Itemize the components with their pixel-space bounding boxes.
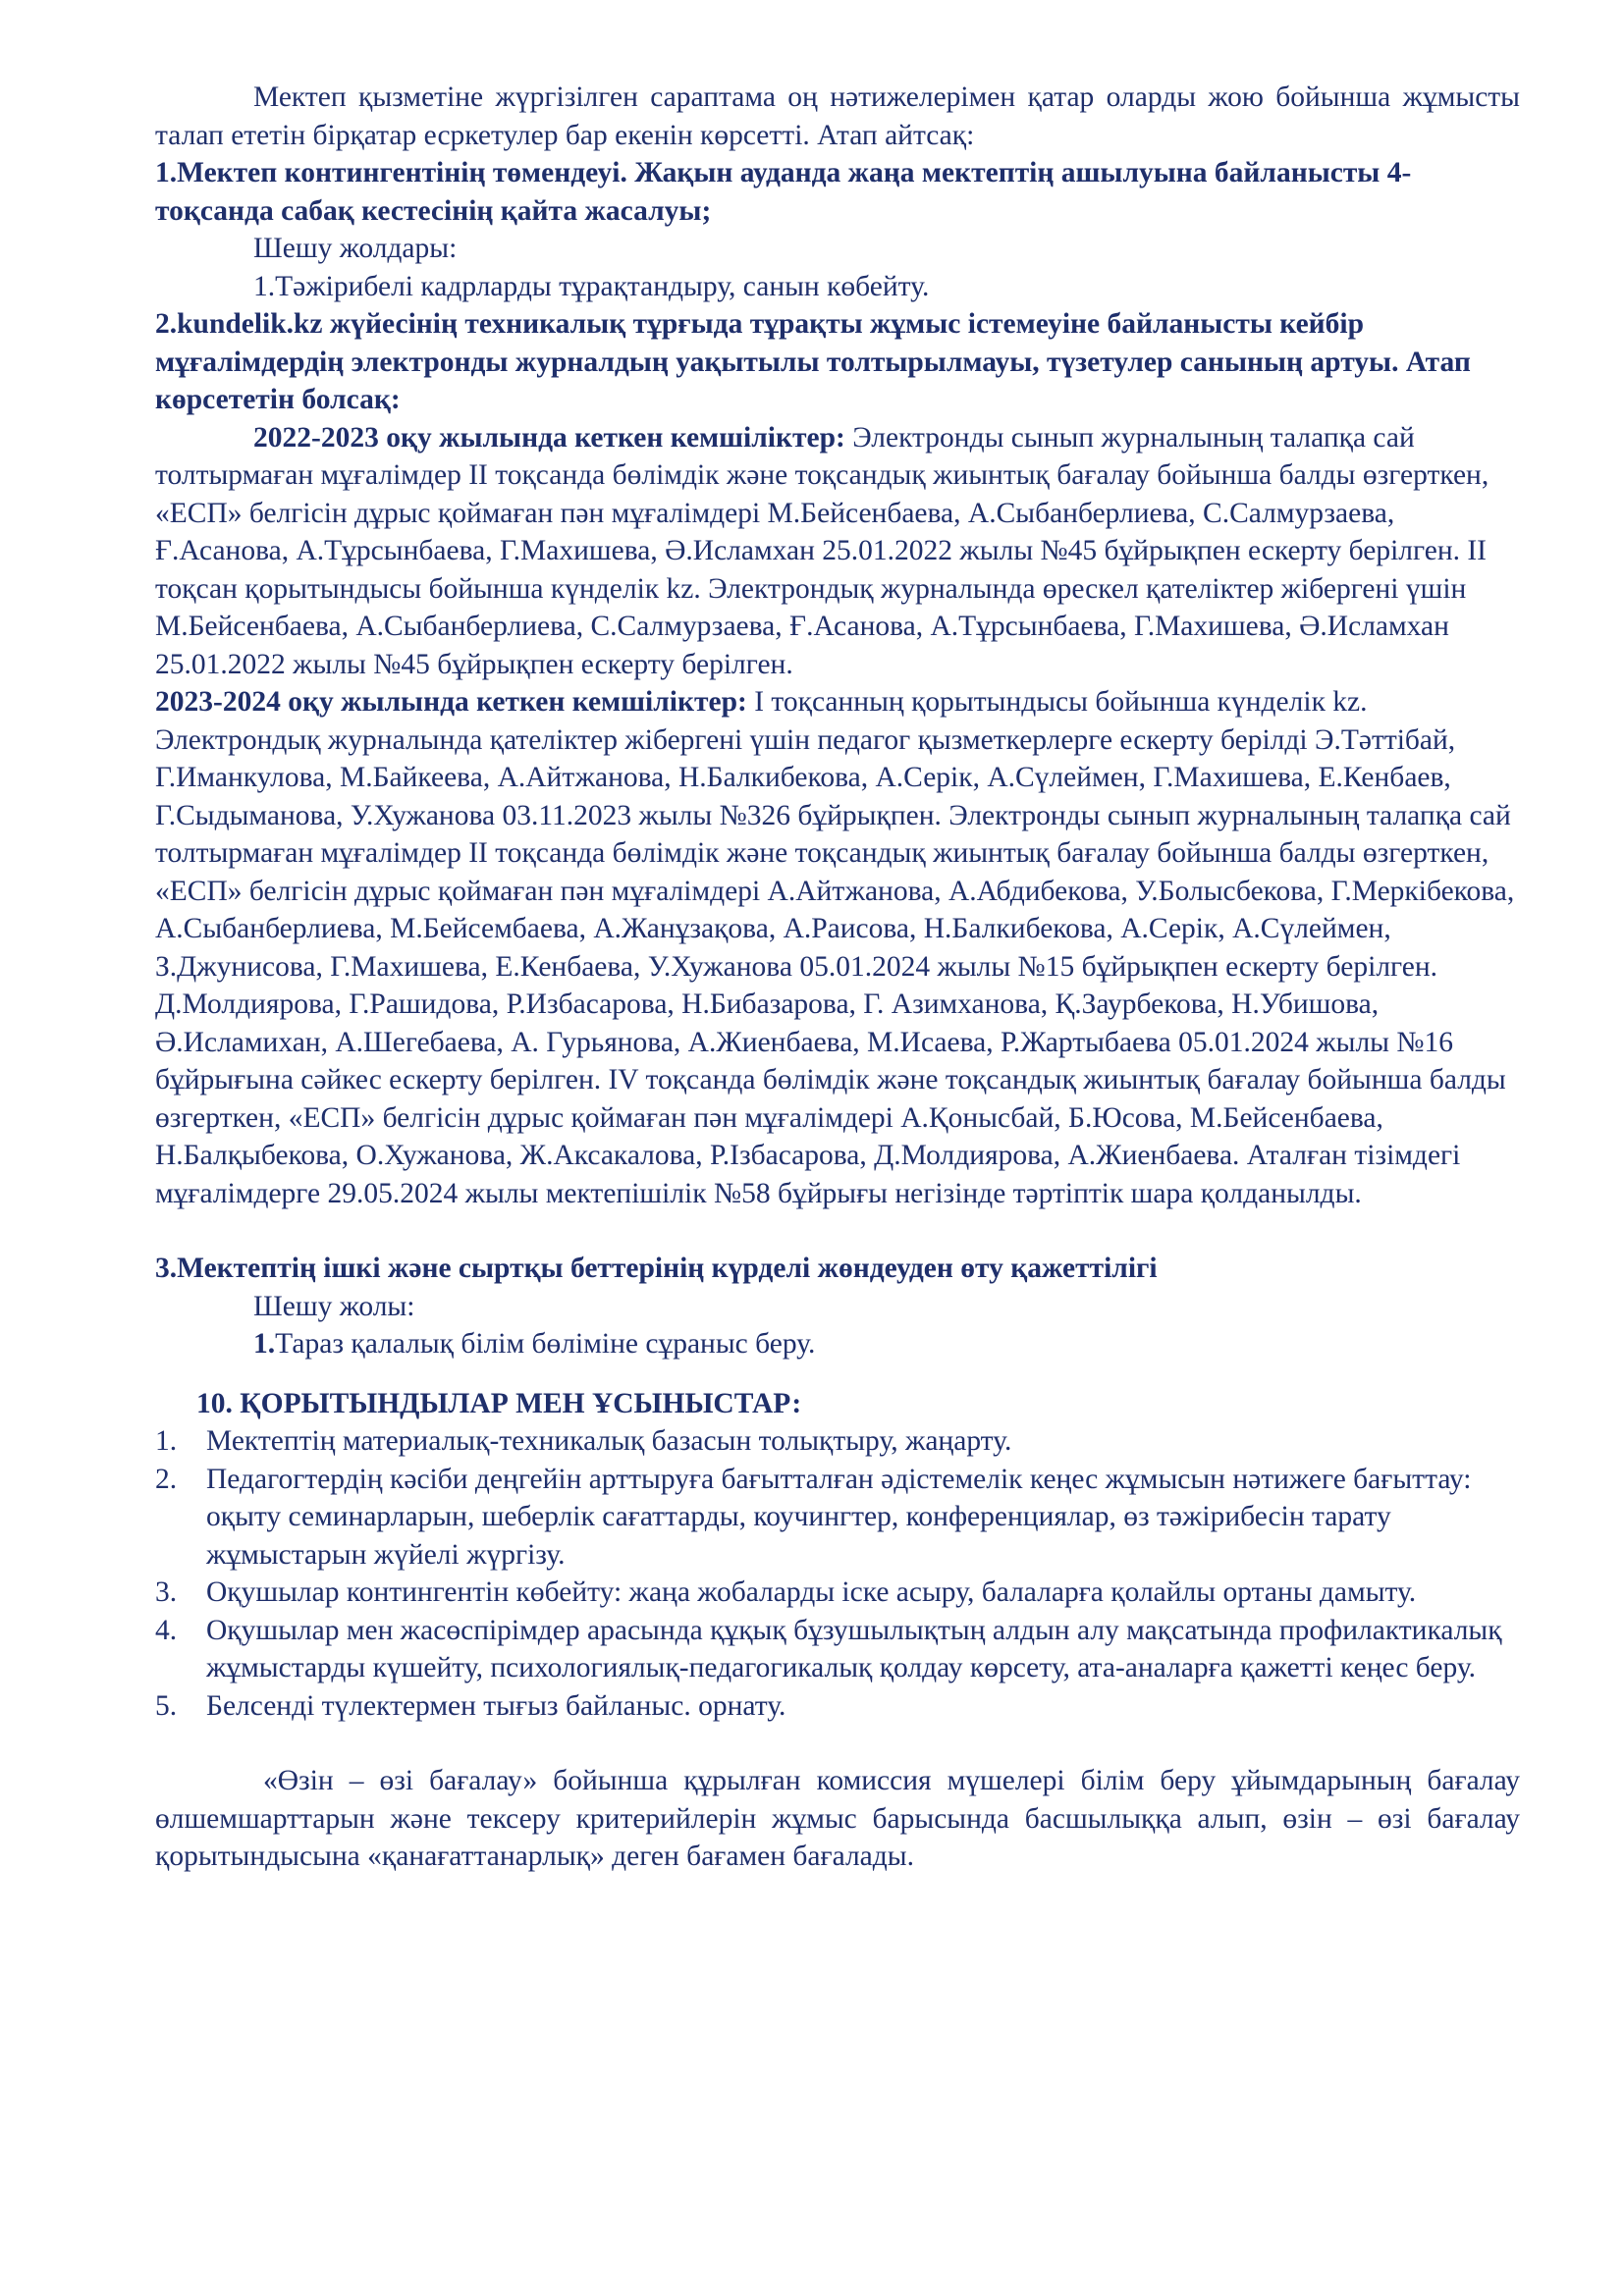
list-item-text: Педагогтердің кәсіби деңгейін арттыруға бағытталған әдістемелік кеңес жұмысын нәтижеге бағыттау: оқыту семинарларын, шеберлік сағаттарды, коучингтер, конференциялар, өз тәжірибесін тарату жұмыстарын жүйелі жүргізу. <box>206 1463 1472 1571</box>
issue-3-solutions-label: Шешу жолы: <box>253 1290 415 1322</box>
spacer <box>155 1212 1520 1250</box>
spacer <box>155 1725 1520 1762</box>
year-2023-text: І тоқсанның қорытындысы бойынша күнделік kz. Электрондық журналында қателіктер жібергені үшін педагог қызметкерлерге ескерту берілді Э.Тәттібай, Г.Иманкулова, М.Байкеева, А.Айтжанова, Н.Балкибекова, А.Серік, А.Сүлеймен, Г.Махишева, Е.Кенбаев, Г.Сыдыманова, У.Хужанова 03.11.2023 жылы №326 бұйрықпен. Электронды сынып журналының талапқа сай толтырмаған мұғалімдер ІІ тоқсанда бөлімдік және тоқсандық жиынтық бағалау бойынша балды өзгерткен, «ЕСП» белгісін дұрыс қоймаған пән мұғалімдері А.Айтжанова, А.Абдибекова, У.Болысбекова, Г.Меркібекова, А.Сыбанберлиева, М.Бейсембаева, А.Жанұзақова, А.Раисова, Н.Балкибекова, А.Серік, А.Сүлеймен, З.Джунисова, Г.Махишева, Е.Кенбаева, У.Хужанова 05.01.2024 жылы №15 бұйрықпен ескерту берілген. Д.Молдиярова, Г.Рашидова, Р.Избасарова, Н.Бибазарова, Г. Азимханова, Қ.Заурбекова, Н.Убишова, Ә.Исламихан, А.Шегебаева, А. Гурьянова, А.Жиенбаева, М.Исаева, Р.Жартыбаева 05.01.2024 жылы №16 бұйрығына сәйкес ескерту берілген. ІV тоқсанда бөлімдік және тоқсандық жиынтық бағалау бойынша балды өзгерткен, «ЕСП» белгісін дұрыс қоймаған пән мұғалімдері А.Қонысбай, Б.Юсова, М.Бейсенбаева, Н.Балқыбекова, О.Хужанова, Ж.Аксакалова, Р.Ізбасарова, Д.Молдиярова, А.Жиенбаева. Аталған тізімдегі мұғалімдерге 29.05.2024 жылы мектепішілік №58 бұйрығы негізінде тәртіптік шара қолданылды. <box>155 686 1515 1209</box>
recommendations-list <box>155 1422 1520 1725</box>
issue-1-solutions-label: Шешу жолдары: <box>253 233 458 264</box>
issue-2-year-2023-paragraph <box>155 683 1520 1212</box>
list-item-number: 4. <box>155 1614 178 1646</box>
list-item <box>155 1461 1520 1575</box>
issue-3-solution-text: Тараз қалалық білім бөліміне сұраныс беру. <box>275 1328 816 1360</box>
list-item-number: 1. <box>155 1425 178 1457</box>
list-item <box>155 1422 1520 1461</box>
issue-2-year-2022-paragraph <box>155 419 1520 684</box>
list-item-text: Оқушылар контингентін көбейту: жаңа жобаларды іске асыру, балаларға қолайлы ортаны дамыту. <box>206 1576 1417 1608</box>
year-2023-label: 2023-2024 оқу жылында кеткен кемшіліктер: <box>155 686 747 718</box>
list-item-number: 2. <box>155 1463 178 1495</box>
spacer <box>155 1363 1520 1385</box>
recommendations-title: 10. ҚОРЫТЫНДЫЛАР МЕН ҰСЫНЫСТАР: <box>196 1387 802 1419</box>
list-item-text: Оқушылар мен жасөспірімдер арасында құқық бұзушылықтың алдын алу мақсатында профилактикалық жұмыстарды күшейту, психологиялық-педагогикалық қолдау көрсету, ата-аналарға қажетті кеңес беру. <box>206 1614 1502 1683</box>
list-item-number: 5. <box>155 1689 178 1722</box>
year-2022-label: 2022-2023 оқу жылында кеткен кемшіліктер: <box>253 421 845 454</box>
list-item <box>155 1687 1520 1726</box>
list-item <box>155 1574 1520 1612</box>
list-item-text: Мектептің материалық-техникалық базасын толықтыру, жаңарту. <box>206 1425 1012 1457</box>
list-item-number: 3. <box>155 1576 178 1608</box>
issue-3-title: 3.Мектептің ішкі және сыртқы беттерінің күрделі жөндеуден өту қажеттілігі <box>155 1253 1158 1284</box>
issue-1-solution: 1.Тәжірибелі кадрларды тұрақтандыру, санын көбейту. <box>253 270 930 302</box>
document-body <box>155 79 1520 1876</box>
issue-3-solution <box>155 1325 1520 1363</box>
list-item <box>155 1612 1520 1687</box>
list-item-text: Белсенді түлектермен тығыз байланыс. орнату. <box>206 1689 786 1722</box>
issue-1-title: 1.Мектеп контингентінің төмендеуі. Жақын ауданда жаңа мектептің ашылуына байланысты 4-тоқсанда сабақ кестесінің қайта жасалуы; <box>155 157 1412 227</box>
issue-3-solution-number: 1. <box>253 1328 276 1360</box>
year-2022-text: Электронды сынып журналының талапқа сай толтырмаған мұғалімдер ІІ тоқсанда бөлімдік және тоқсандық жиынтық бағалау бойынша балды өзгерткен, «ЕСП» белгісін дұрыс қоймаған пән мұғалімдері М.Бейсенбаева, А.Сыбанберлиева, С.Салмурзаева, Ғ.Асанова, А.Тұрсынбаева, Г.Махишева, Ә.Исламхан 25.01.2022 жылы №45 бұйрықпен ескерту берілген. ІІ тоқсан қорытындысы бойынша күнделік kz. Электрондық журналында өрескел қателіктер жібергені үшін М.Бейсенбаева, А.Сыбанберлиева, С.Салмурзаева, Ғ.Асанова, А.Тұрсынбаева, Г.Махишева, Ә.Исламхан 25.01.2022 жылы №45 бұйрықпен ескерту берілген. <box>155 421 1489 680</box>
conclusion-paragraph: «Өзін – өзі бағалау» бойынша құрылған комиссия мүшелері білім беру ұйымдарының бағалау өлшемшарттарын және тексеру критерийлерін жұмыс барысында басшылыққа алып, өзін – өзі бағалау қорытындысына «қанағаттанарлық» деген бағамен бағалады. <box>155 1765 1520 1872</box>
intro-paragraph: Мектеп қызметіне жүргізілген сараптама оң нәтижелерімен қатар оларды жою бойынша жұмысты талап ететін бірқатар есркетулер бар екенін көрсетті. Атап айтсақ: <box>155 81 1520 151</box>
issue-2-title: 2.kundelik.kz жүйесінің техникалық тұрғыда тұрақты жұмыс істемеуіне байланысты кейбір мұғалімдердің электронды журналдың уақытылы толтырылмауы, түзетулер санының артуы. Атап көрсететін болсақ: <box>155 308 1471 415</box>
